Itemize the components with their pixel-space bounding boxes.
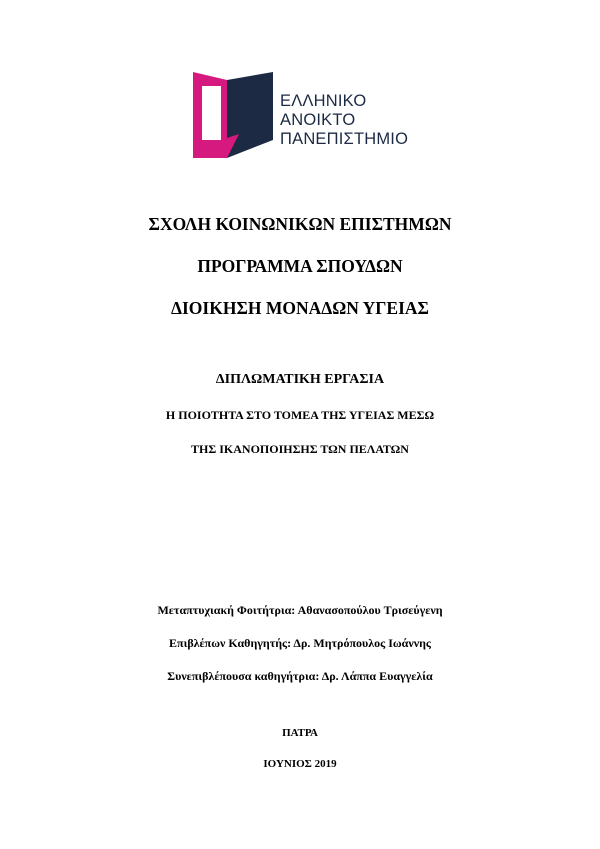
program-name: ΔΙΟΙΚΗΣΗ ΜΟΝΑΔΩΝ ΥΓΕΙΑΣ [171,298,429,318]
thesis-title-line-2: ΤΗΣ ΙΚΑΝΟΠΟΙΗΣΗΣ ΤΩΝ ΠΕΛΑΤΩΝ [191,442,409,456]
logo-line-3: ΠΑΝΕΠΙΣΤΗΜΙΟ [280,130,409,148]
co-supervisor-name: Συνεπιβλέπουσα καθηγήτρια: Δρ. Λάππα Ευαγγελία [167,669,433,683]
logo-line-1: ΕΛΛΗΝΙΚΟ [280,92,367,110]
logo-text [280,92,408,149]
city: ΠΑΤΡΑ [282,727,318,739]
supervisor-name: Επιβλέπων Καθηγητής: Δρ. Μητρόπουλος Ιωάννης [169,636,431,650]
school-name: ΣΧΟΛΗ ΚΟΙΝΩΝΙΚΩΝ ΕΠΙΣΤΗΜΩΝ [148,214,452,234]
logo-line-2: ΑΝΟΙΚΤΟ [280,111,356,129]
date: ΙΟΥΝΙΟΣ 2019 [263,758,337,770]
student-name: Μεταπτυχιακή Φοιτήτρια: Αθανασοπούλου Τρισεύγενη [157,603,443,617]
eap-logo-mark-icon [193,72,273,158]
program-label: ΠΡΟΓΡΑΜΜΑ ΣΠΟΥΔΩΝ [197,256,403,276]
thesis-type: ΔΙΠΛΩΜΑΤΙΚΗ ΕΡΓΑΣΙΑ [215,372,385,387]
university-logo [193,72,433,162]
thesis-title-line-1: Η ΠΟΙΟΤΗΤΑ ΣΤΟ ΤΟΜΕΑ ΤΗΣ ΥΓΕΙΑΣ ΜΕΣΩ [165,408,435,422]
